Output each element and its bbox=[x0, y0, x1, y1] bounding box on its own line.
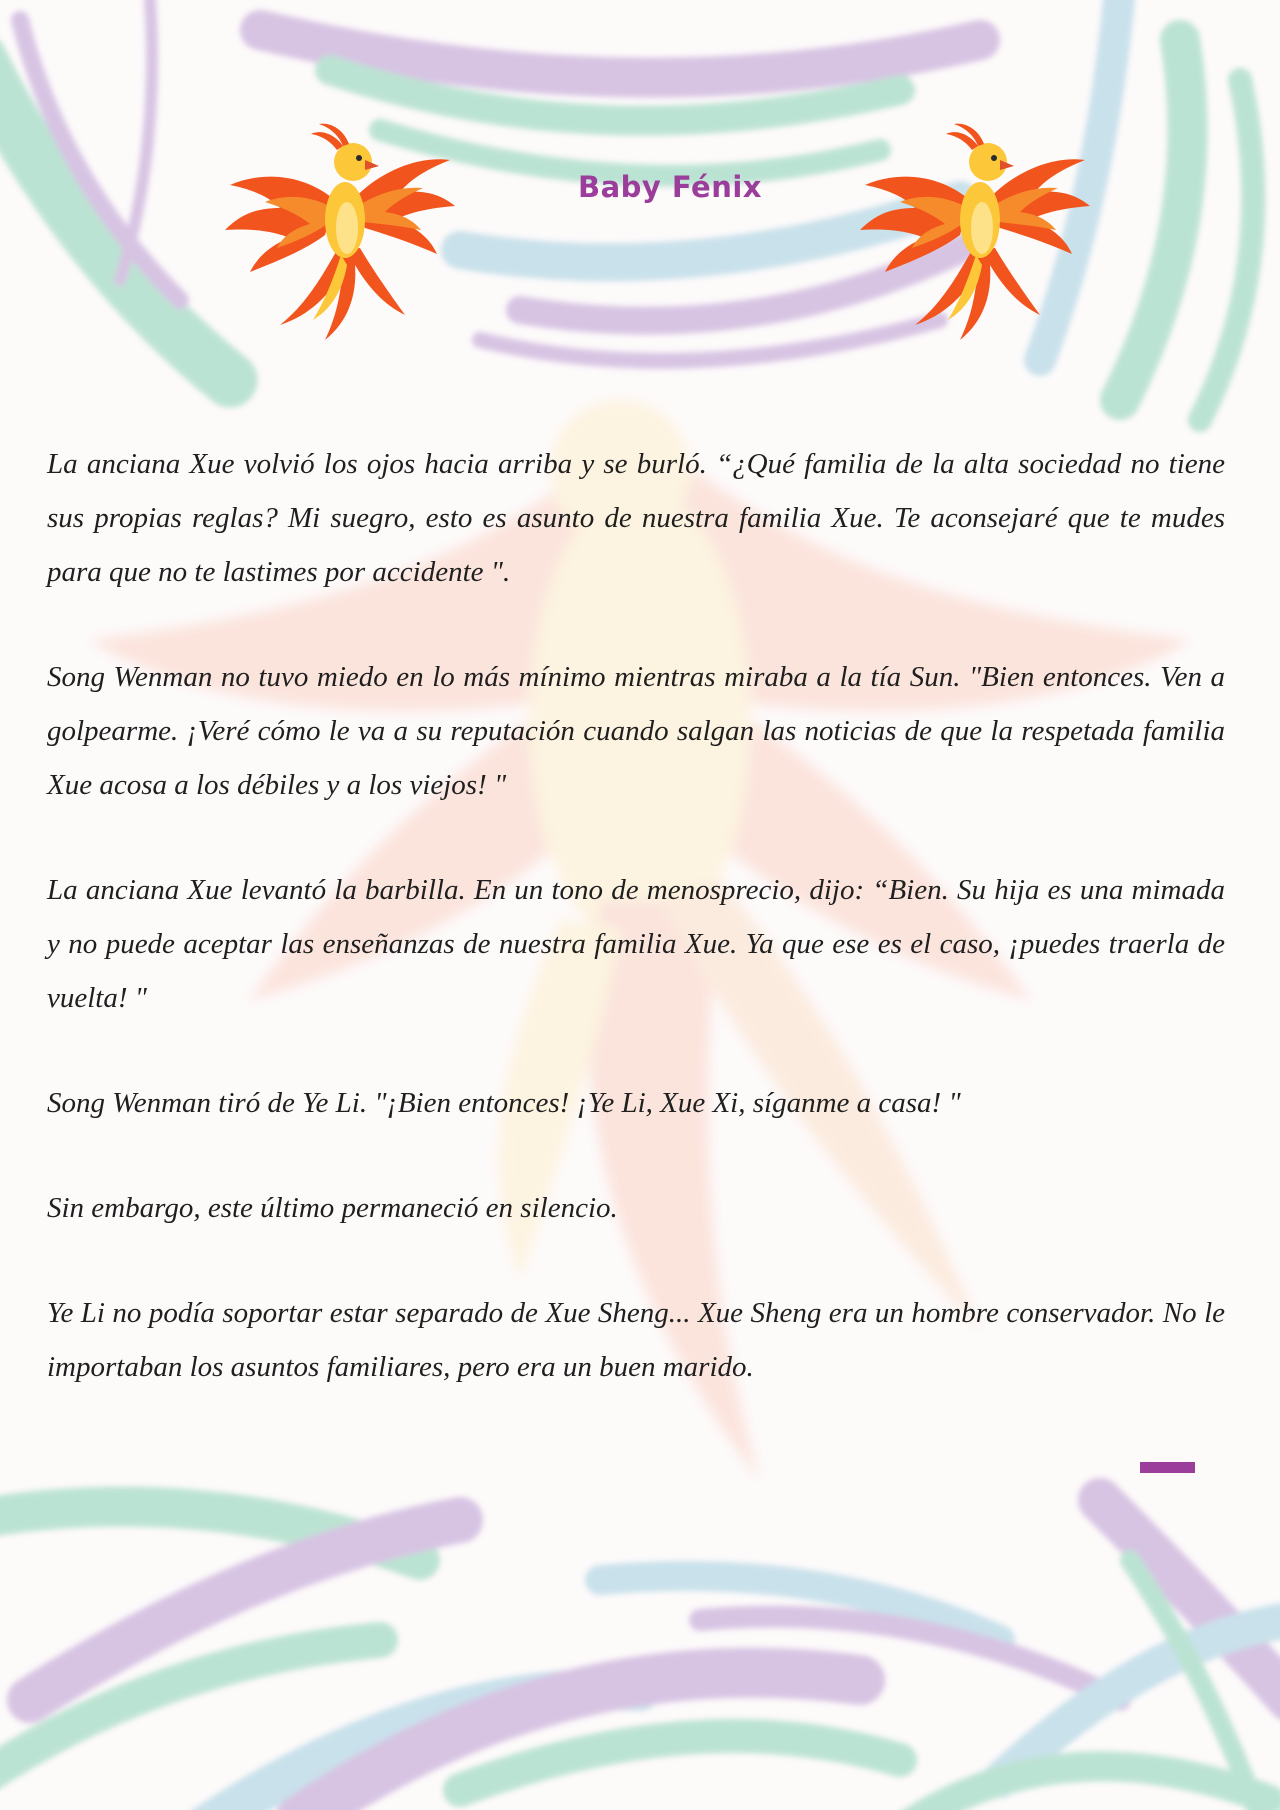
paragraph: La anciana Xue levantó la barbilla. En un tono de menosprecio, dijo: “Bien. Su hija es una mimada y no puede aceptar las enseñanzas de nuestra familia Xue. Ya que ese es el caso, ¡puedes traerla de vuelta! " bbox=[47, 874, 1225, 1014]
paragraph: Song Wenman tiró de Ye Li. "¡Bien entonces! ¡Ye Li, Xue Xi, síganme a casa! " bbox=[47, 1087, 961, 1119]
paragraph: Sin embargo, este último permaneció en silencio. bbox=[47, 1192, 618, 1224]
phoenix-icon bbox=[225, 120, 455, 340]
end-of-page-mark bbox=[1140, 1462, 1195, 1473]
page-title: Baby Fénix bbox=[577, 170, 763, 204]
paragraph: Song Wenman no tuvo miedo en lo más mínimo mientras miraba a la tía Sun. "Bien entonces. Ven a golpearme. ¡Veré cómo le va a su reputación cuando salgan las noticias de que la respetada familia Xue acosa a los débiles y a los viejos! " bbox=[47, 661, 1225, 801]
story-text bbox=[47, 437, 1225, 1445]
page-header bbox=[0, 0, 1280, 360]
paragraph: La anciana Xue volvió los ojos hacia arriba y se burló. “¿Qué familia de la alta sociedad no tiene sus propias reglas? Mi suegro, esto es asunto de nuestra familia Xue. Te aconsejaré que te mudes para que no te lastimes por accidente ". bbox=[47, 448, 1225, 588]
phoenix-icon bbox=[860, 120, 1090, 340]
paragraph: Ye Li no podía soportar estar separado de Xue Sheng... Xue Sheng era un hombre conservador. No le importaban los asuntos familiares, pero era un buen marido. bbox=[47, 1297, 1225, 1383]
